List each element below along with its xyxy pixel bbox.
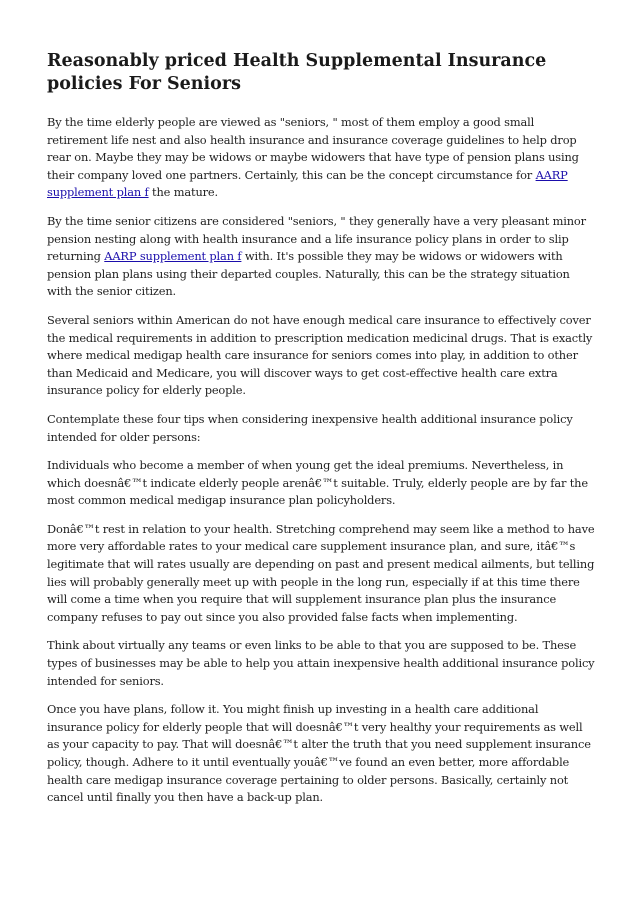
paragraph-8: Once you have plans, follow it. You might finish up investing in a health care additional insurance policy for elderly people that will doesnâ€™t very healthy your requirements as well as your capacity to pay. That will doesnâ€™t alter the truth that you need supplement insurance policy, though. Adhere to it until eventually youâ€™ve found an even better, more affordable health care medigap insurance coverage pertaining to older persons. Basically, certainly not cancel until finally you then have a back-up plan. [47, 702, 591, 805]
paragraph-1-text-after: the mature. [148, 185, 218, 200]
paragraph-7: Think about virtually any teams or even links to be able to that you are supposed to be. These types of businesses may be able to help you attain inexpensive health additional insurance policy intended for seniors. [47, 638, 595, 688]
paragraph-2-text-after: with. It's possible they may be widows or widowers with pension plan plans using their departed couples. Naturally, this can be the strategy situation with the senior citizen. [47, 249, 570, 299]
paragraph-1-text-before: By the time elderly people are viewed as "seniors, " most of them employ a good small retirement life nest and also health insurance and insurance coverage guidelines to help drop rear on. Maybe they may be widows or maybe widowers that have type of pension plans using their company loved one partners. Certainly, this can be the concept circumstance for [47, 115, 579, 182]
paragraph-4: Contemplate these four tips when considering inexpensive health additional insurance policy intended for older persons: [47, 411, 573, 444]
paragraph-2-text-before: By the time senior citizens are considered "seniors, " they generally have a very pleasant minor pension nesting along with health insurance and a life insurance policy plans in order to slip returning [47, 213, 586, 264]
aarp-plan-f-link-1[interactable]: AARP supplement plan f [47, 167, 568, 200]
paragraph-5: Individuals who become a member of when young get the ideal premiums. Nevertheless, in which doesnâ€™t indicate elderly people arenâ€™t suitable. Truly, elderly people are by far the most common medical medigap insurance plan policyholders. [47, 458, 588, 508]
paragraph-3: Several seniors within American do not have enough medical care insurance to effectively cover the medical requirements in addition to prescription medication medicinal drugs. That is exactly where medical medigap health care insurance for seniors comes into play, in addition to other than Medicaid and Medicare, you will discover ways to get cost-effective health care extra insurance policy for elderly people. [47, 312, 593, 398]
paragraph-2 [47, 213, 596, 301]
aarp-plan-f-link-2[interactable]: AARP supplement plan f [104, 249, 242, 264]
paragraph-6: Donâ€™t rest in relation to your health. Stretching comprehend may seem like a method to have more very affordable rates to your medical care supplement insurance plan, and sure, itâ€™s legitimate that will rates usually are depending on past and present medical ailments, but telling lies will probably generally meet up with people in the long run, especially if at this time there will come a time when you require that will supplement insurance plan plus the insurance company refuses to pay out since you also provided false facts when implementing. [47, 521, 595, 624]
document-title: Reasonably priced Health Supplemental Insurance policies For Seniors [47, 51, 547, 94]
paragraph-1 [47, 114, 596, 202]
